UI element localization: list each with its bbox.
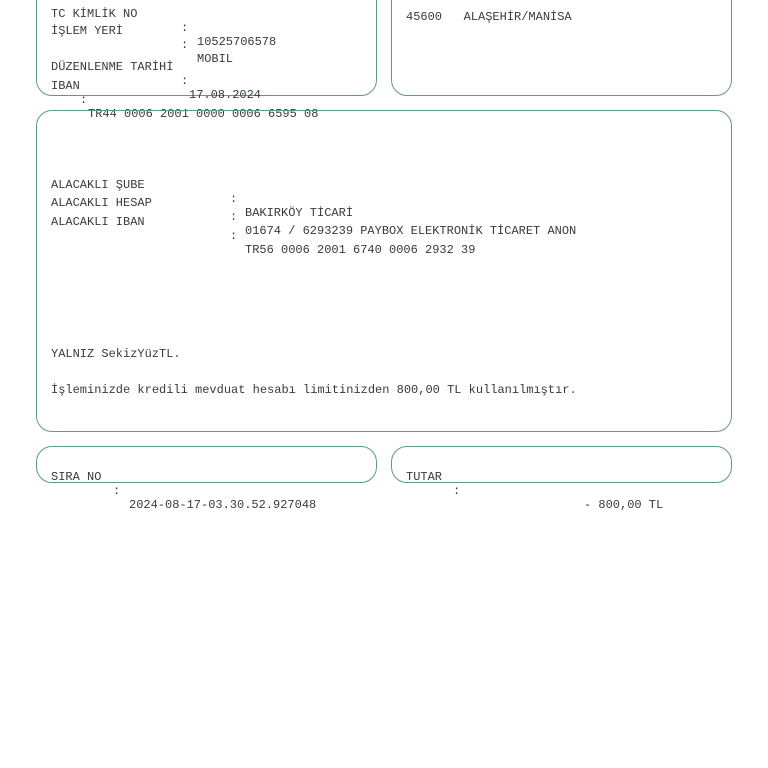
sequence-label: SIRA NO [51,470,102,484]
duzenlenme-tarihi-value: 17.08.2024 [189,88,262,102]
islem-yeri-colon: : [181,38,189,52]
iban-label: IBAN [51,79,80,93]
amount-colon: : [453,484,461,498]
islem-yeri-value: MOBIL [197,52,234,66]
amount-label: TUTAR [406,470,443,484]
tc-kimlik-colon: : [181,21,189,35]
tc-kimlik-label: TC KİMLİK NO [51,7,138,21]
alacakli-sube-label: ALACAKLI ŞUBE [51,178,145,192]
sequence-row [51,456,317,512]
overdraft-note: İşleminizde kredili mevduat hesabı limitinizden 800,00 TL kullanılmıştır. [51,383,577,397]
alacakli-sube-value: BAKIRKÖY TİCARİ [245,206,354,220]
address-postal-city: 45600 ALAŞEHİR/MANİSA [406,10,572,24]
tc-kimlik-value: 10525706578 [197,35,277,49]
amount-row [406,456,664,512]
alacakli-iban-value: TR56 0006 2001 6740 0006 2932 39 [245,243,476,257]
amount-in-words: YALNIZ SekizYüzTL. [51,347,181,361]
alacakli-iban-label: ALACAKLI IBAN [51,215,145,229]
alacakli-hesap-colon: : [230,210,238,224]
iban-value: TR44 0006 2001 0000 0006 6595 08 [88,107,319,121]
alacakli-hesap-value: 01674 / 6293239 PAYBOX ELEKTRONİK TİCARET ANON [245,224,577,238]
duzenlenme-tarihi-colon: : [181,74,189,88]
alacakli-sube-colon: : [230,192,238,206]
amount-value: - 800,00 TL [584,498,664,512]
sequence-colon: : [113,484,121,498]
islem-yeri-label: İŞLEM YERİ [51,24,124,38]
amount-box [391,446,732,483]
duzenlenme-tarihi-label: DÜZENLENME TARİHİ [51,60,174,74]
sequence-value: 2024-08-17-03.30.52.927048 [129,498,317,512]
alacakli-hesap-label: ALACAKLI HESAP [51,196,152,210]
iban-colon: : [80,93,88,107]
alacakli-iban-colon: : [230,229,238,243]
